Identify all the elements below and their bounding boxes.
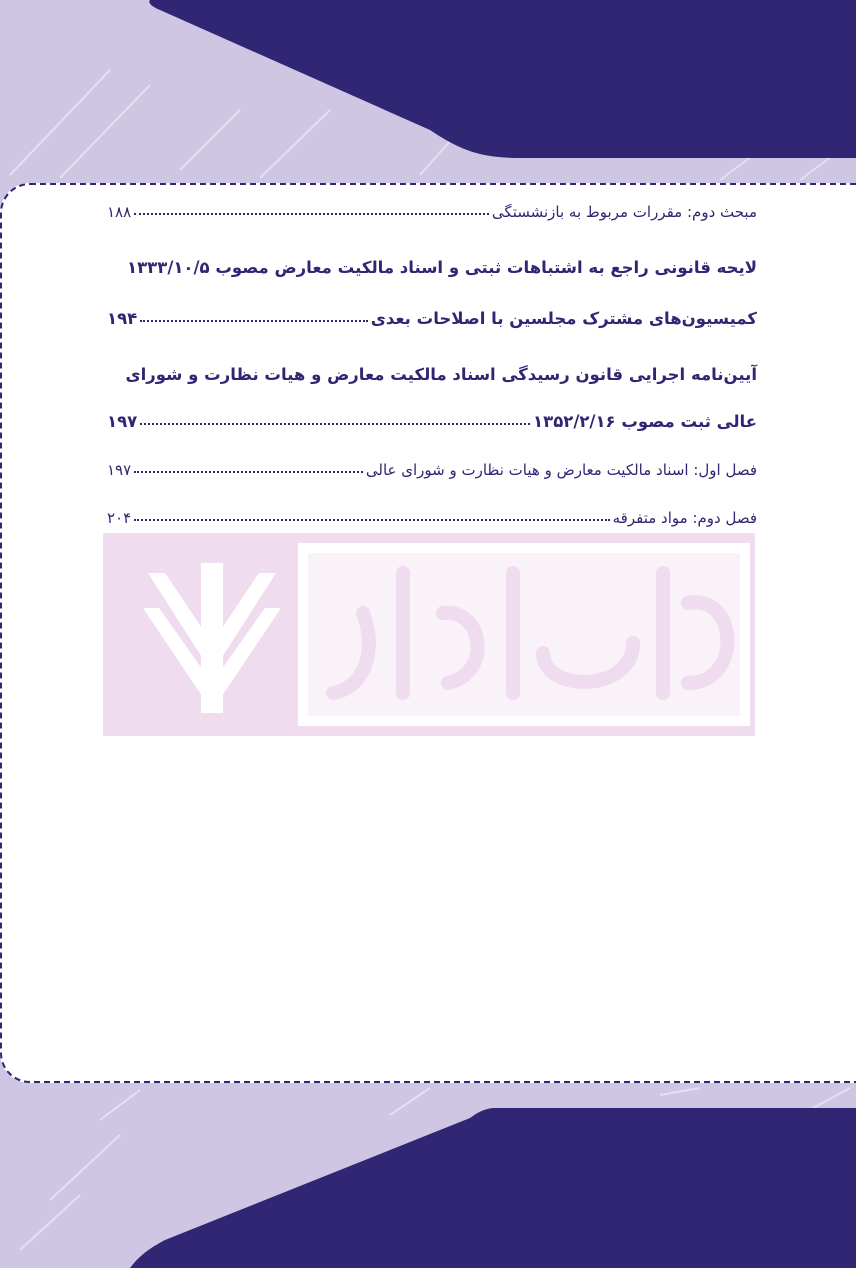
toc-entry[interactable]: [107, 203, 757, 221]
toc-entry-page: ۱۹۷: [107, 461, 132, 479]
toc-entry-page: ۱۹۷: [107, 412, 138, 431]
toc-entry-title: مبحث دوم: مقررات مربوط به بازنشستگی: [491, 203, 757, 221]
toc-entry-title: آیین‌نامه اجرایی قانون رسیدگی اسناد مالکیت معارض و هیات نظارت و شورای: [125, 365, 757, 384]
toc-entry-heading-line[interactable]: [107, 309, 757, 328]
dot-leader: [140, 320, 367, 322]
dot-leader: [140, 423, 530, 425]
toc-entry-title: فصل دوم: مواد متفرقه: [612, 509, 757, 527]
toc-entry-page: ۱۹۴: [107, 309, 138, 328]
toc-entry-title: لایحه قانونی راجع به اشتباهات ثبتی و اسناد مالکیت معارض مصوب ۱۳۳۳/۱۰/۵: [127, 258, 757, 277]
toc-entry-heading-line[interactable]: [107, 412, 757, 431]
dot-leader: [134, 471, 363, 473]
toc-entry-heading-line[interactable]: [107, 258, 757, 277]
toc-entry-page: ۲۰۴: [107, 509, 132, 527]
toc-entry-title: فصل اول: اسناد مالکیت معارض و هیات نظارت و شورای عالی: [365, 461, 757, 479]
toc-entry-heading-line[interactable]: [107, 365, 757, 384]
toc-entry-title: عالی ثبت مصوب ۱۳۵۲/۲/۱۶: [533, 412, 757, 431]
toc-entry[interactable]: [107, 461, 757, 479]
dot-leader: [134, 213, 489, 215]
toc-entry[interactable]: [107, 509, 757, 527]
top-navy-shape: [149, 0, 856, 158]
toc-entry-title: کمیسیون‌های مشترک مجلسین با اصلاحات بعدی: [370, 309, 757, 328]
watermark-logo: [103, 533, 755, 736]
bottom-navy-shape: [130, 1108, 856, 1268]
toc-entry-page: ۱۸۸: [107, 203, 132, 221]
dot-leader: [134, 519, 609, 521]
